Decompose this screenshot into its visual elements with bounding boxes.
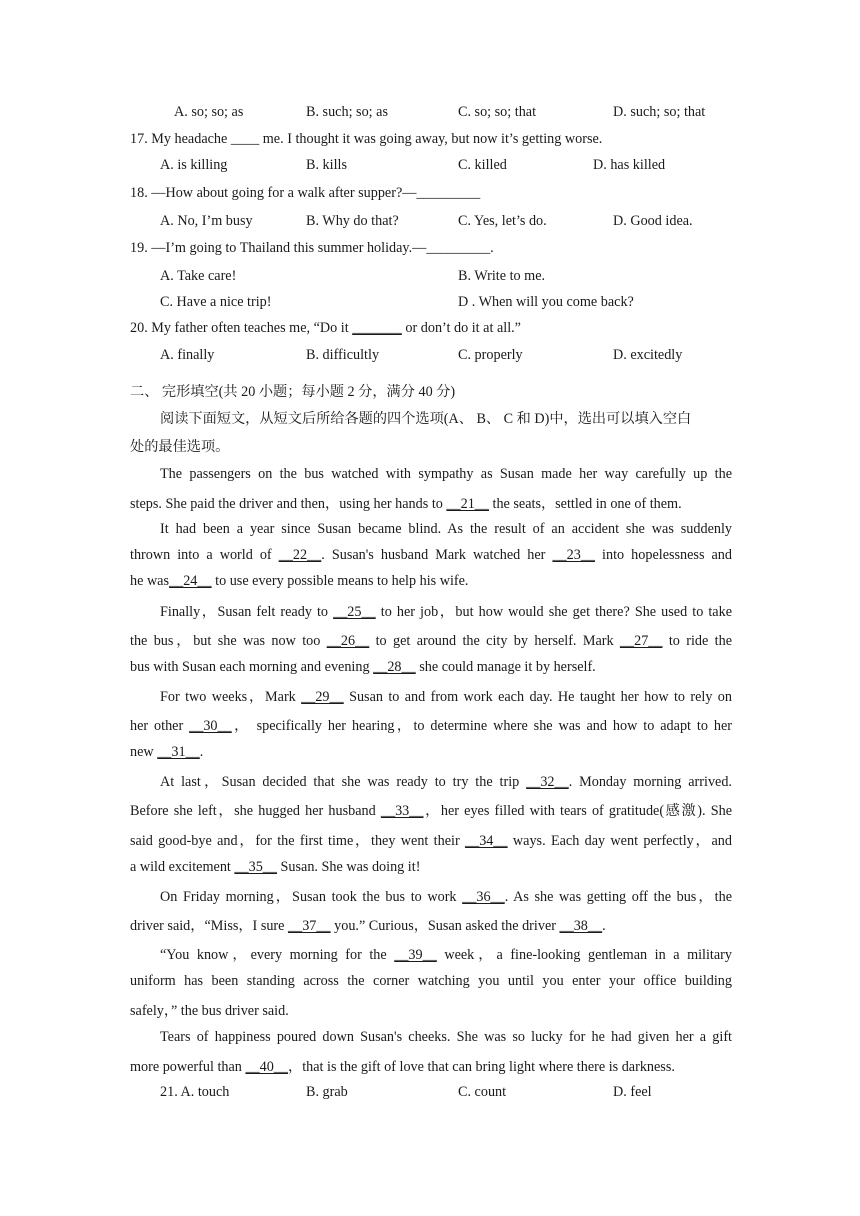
passage-text: . As she was getting off the bus，the — [504, 889, 733, 905]
passage-text: Finally，Susan felt ready to — [160, 604, 334, 620]
q17-stem: 17. My headache ____ me. I thought it was going away, but now it’s getting worse. — [130, 131, 603, 147]
passage-text: thrown into a world of — [130, 547, 279, 563]
q18-stem: 18. —How about going for a walk after supper?—_________ — [130, 185, 481, 201]
q19-stem: 19. —I’m going to Thailand this summer holiday.—_________. — [130, 240, 494, 256]
passage-line — [130, 630, 732, 650]
passage-text: The passengers on the bus watched with sympathy as Susan made her way carefully up the — [160, 466, 732, 482]
q20-blank: _______ — [352, 320, 402, 336]
passage-text: ways. Each day went perfectly，and — [507, 833, 732, 849]
cloze-blank: __38__ — [559, 918, 603, 934]
passage-text: the seats，settled in one of them. — [488, 496, 682, 512]
cloze-blank: __24__ — [169, 573, 212, 589]
passage-text: ， specifically her hearing，to determine where she was and how to adapt to her — [231, 718, 732, 734]
passage-line — [130, 915, 732, 935]
q20-option-c: C. properly — [458, 347, 523, 363]
q16-option-b: B. such; so; as — [306, 104, 388, 120]
passage-text: . Monday morning arrived. — [568, 774, 732, 790]
q21-option-b: B. grab — [306, 1084, 348, 1100]
passage-line — [160, 686, 732, 706]
q20-stem-end: or don’t do it at all.” — [401, 320, 521, 336]
q20-stem-start: 20. My father often teaches me, “Do it — [130, 320, 353, 336]
q19-option-a: A. Take care! — [160, 268, 237, 284]
passage-text: driver said，“Miss，I sure — [130, 918, 289, 934]
cloze-blank: __39__ — [394, 947, 437, 963]
passage-text: “You know，every morning for the — [160, 947, 395, 963]
cloze-blank: __26__ — [326, 633, 370, 649]
passage-text: On Friday morning，Susan took the bus to work — [160, 889, 463, 905]
q16-option-a: A. so; so; as — [174, 104, 244, 120]
q21-option-c: C. count — [458, 1084, 507, 1100]
passage-text: Susan. She was doing it! — [276, 859, 421, 875]
passage-text: bus with Susan each morning and evening — [130, 659, 374, 675]
passage-text: her other — [130, 718, 190, 734]
q18-option-a: A. No, I’m busy — [160, 213, 253, 229]
passage-line — [130, 744, 732, 761]
passage-text: he was — [130, 573, 170, 589]
passage-text: to get around the city by herself. Mark — [369, 633, 620, 649]
passage-line — [130, 573, 732, 590]
cloze-blank: __36__ — [462, 889, 505, 905]
passage-line — [130, 715, 732, 735]
passage-text: Susan to and from work each day. He taught her how to rely on — [343, 689, 732, 705]
q18-option-d: D. Good idea. — [613, 213, 693, 229]
q19-option-b: B. Write to me. — [458, 268, 546, 284]
passage-text: It had been a year since Susan became blind. As the result of an accident she was suddenly — [160, 521, 732, 537]
q17-option-a: A. is killing — [160, 157, 228, 173]
passage-text: to her job，but how would she get there? She used to take — [375, 604, 732, 620]
cloze-blank: __28__ — [373, 659, 416, 675]
passage-text: Before she left，she hugged her husband — [130, 803, 381, 819]
passage-text: to ride the — [662, 633, 732, 649]
cloze-blank: __32__ — [526, 774, 569, 790]
passage-line — [130, 659, 732, 676]
q19-option-d: D . When will you come back? — [458, 294, 634, 310]
cloze-blank: __37__ — [288, 918, 331, 934]
passage-text: she could manage it by herself. — [415, 659, 596, 675]
passage-text: . — [602, 918, 606, 934]
cloze-blank: __22__ — [278, 547, 322, 563]
passage-line — [160, 771, 732, 791]
q17-option-c: C. killed — [458, 157, 507, 173]
passage-line — [160, 466, 732, 483]
passage-line — [130, 1000, 732, 1020]
passage-line — [130, 800, 732, 820]
passage-text: For two weeks，Mark — [160, 689, 302, 705]
cloze-blank: __29__ — [301, 689, 344, 705]
passage-text: to use every possible means to help his wife. — [211, 573, 469, 589]
q17-option-b: B. kills — [306, 157, 347, 173]
q18-option-c: C. Yes, let’s do. — [458, 213, 547, 229]
passage-line — [130, 1056, 732, 1076]
cloze-blank: __40__ — [245, 1059, 288, 1075]
q20-option-b: B. difficultly — [306, 347, 380, 363]
passage-line — [130, 830, 732, 850]
passage-text: ，her eyes filled with tears of gratitude(感激). She — [423, 803, 733, 819]
cloze-blank: __27__ — [619, 633, 663, 649]
passage-line — [130, 493, 732, 513]
cloze-blank: __30__ — [189, 718, 232, 734]
passage-text: more powerful than — [130, 1059, 246, 1075]
q16-option-d: D. such; so; that — [613, 104, 706, 120]
q18-option-b: B. Why do that? — [306, 213, 399, 229]
passage-line — [160, 1029, 732, 1046]
section-instructions-line-1: 阅读下面短文，从短文后所给各题的四个选项(A、 B、 C 和 D)中，选出可以填入空白 — [160, 411, 692, 427]
q17-option-d: D. has killed — [593, 157, 666, 173]
cloze-blank: __25__ — [333, 604, 376, 620]
passage-text: . Susan's husband Mark watched her — [321, 547, 553, 563]
passage-line — [130, 859, 732, 876]
q19-option-c: C. Have a nice trip! — [160, 294, 272, 310]
passage-line — [160, 886, 732, 906]
cloze-blank: __23__ — [552, 547, 596, 563]
passage-text: steps. She paid the driver and then，using her hands to — [130, 496, 447, 512]
cloze-blank: __34__ — [465, 833, 508, 849]
q21-option-d: D. feel — [613, 1084, 652, 1100]
passage-text: new — [130, 744, 158, 760]
cloze-blank: __35__ — [234, 859, 277, 875]
passage-text: a wild excitement — [130, 859, 235, 875]
q21-option-a: 21. A. touch — [160, 1084, 230, 1100]
cloze-blank: __21__ — [446, 496, 489, 512]
q20-option-d: D. excitedly — [613, 347, 683, 363]
passage-text: said good-bye and，for the first time，they went their — [130, 833, 466, 849]
cloze-blank: __33__ — [380, 803, 424, 819]
passage-text: Tears of happiness poured down Susan's cheeks. She was so lucky for he had given her a gift — [160, 1029, 732, 1045]
q20-stem — [130, 320, 732, 337]
passage-text: At last，Susan decided that she was ready to try the trip — [160, 774, 527, 790]
q16-option-c: C. so; so; that — [458, 104, 537, 120]
passage-line — [160, 944, 732, 964]
passage-text: week，a fine-looking gentleman in a military — [436, 947, 732, 963]
passage-text: . — [199, 744, 204, 760]
passage-line — [130, 547, 732, 564]
passage-text: uniform has been standing across the corner watching you until you enter your office building — [130, 973, 732, 989]
section-heading: 二、 完形填空(共 20 小题；每小题 2 分，满分 40 分) — [130, 384, 456, 400]
passage-line — [130, 973, 732, 990]
passage-text: into hopelessness and — [595, 547, 732, 563]
passage-text: you.” Curious，Susan asked the driver — [330, 918, 560, 934]
passage-text: the bus，but she was now too — [130, 633, 327, 649]
passage-text: safely，” the bus driver said. — [130, 1003, 289, 1019]
cloze-blank: __31__ — [157, 744, 200, 760]
passage-text: ，that is the gift of love that can bring light where there is darkness. — [288, 1059, 675, 1075]
passage-line — [160, 521, 732, 538]
section-instructions-line-2: 处的最佳选项。 — [130, 439, 230, 455]
q20-option-a: A. finally — [160, 347, 215, 363]
passage-line — [160, 601, 732, 621]
